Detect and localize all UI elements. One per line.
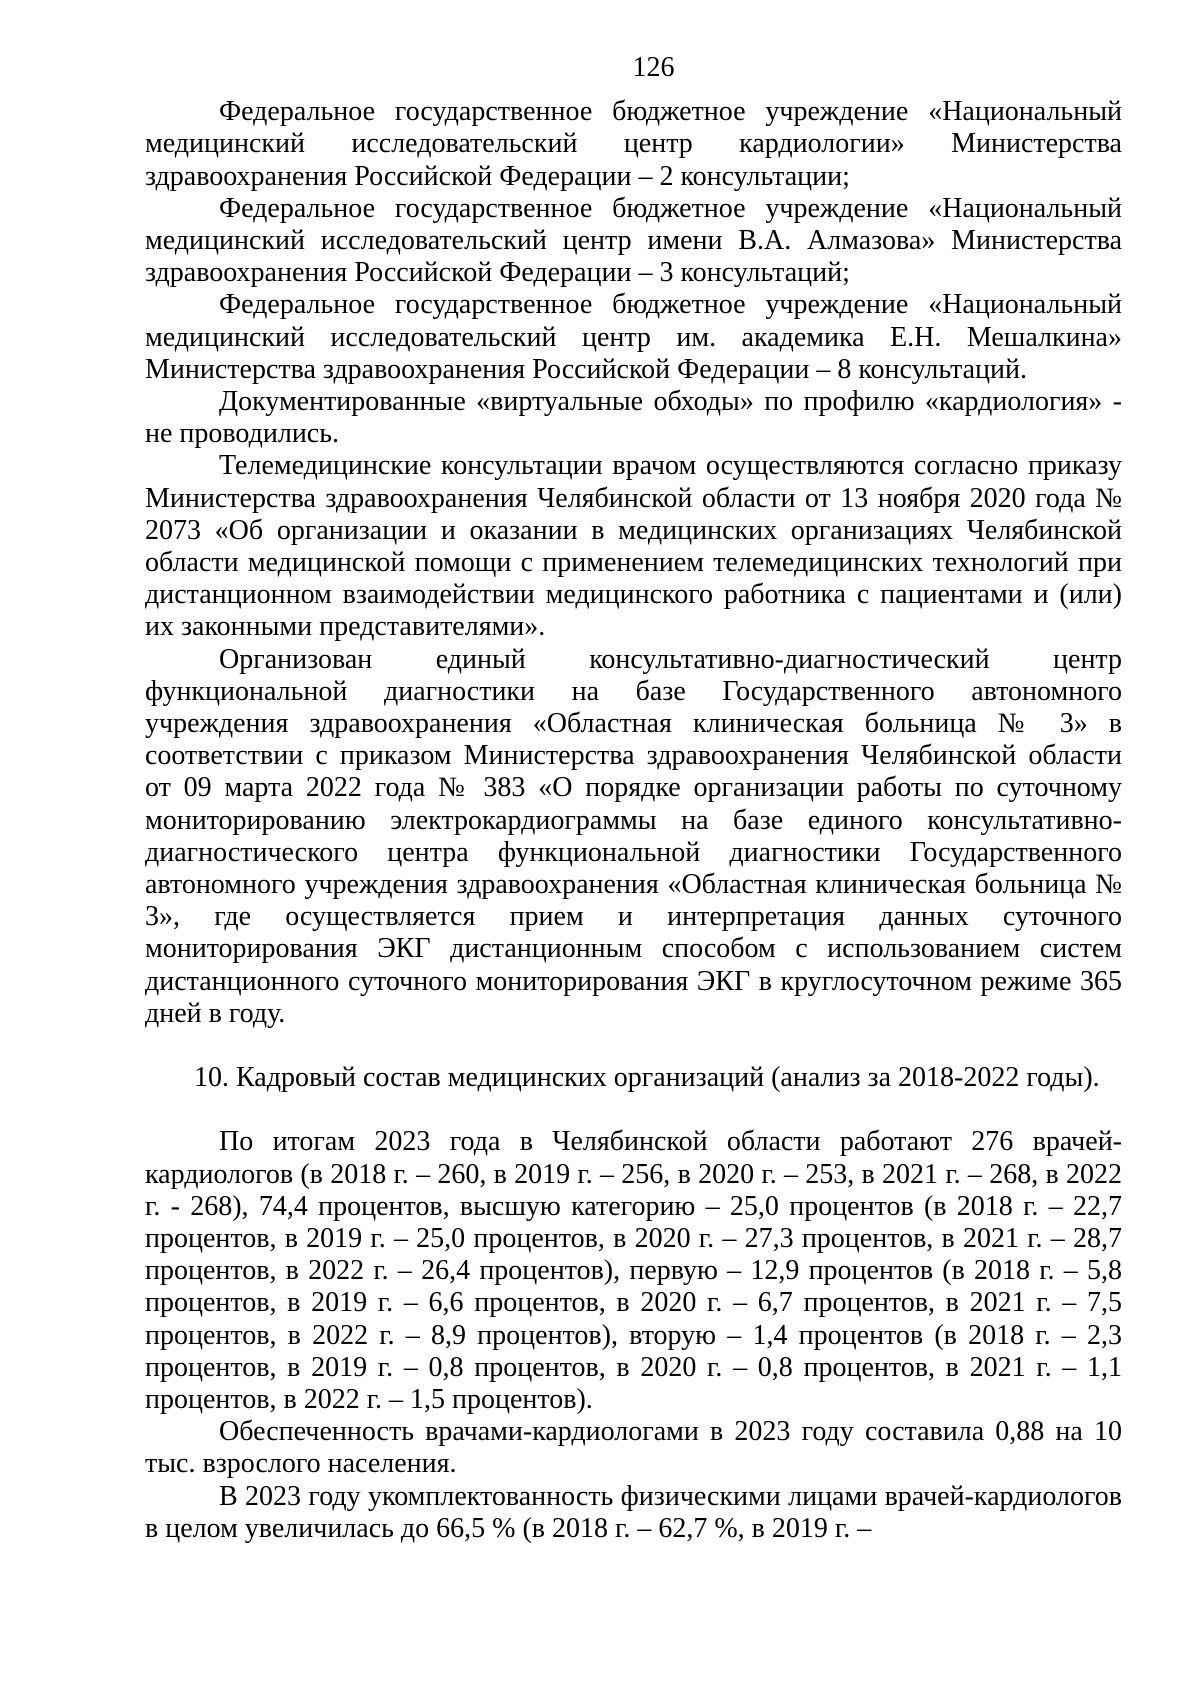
paragraph: Федеральное государственное бюджетное учреждение «Национальный медицинский исследовательский центр кардиологии» Министерства здравоохранения Российской Федерации – 2 консультации; <box>145 96 1122 192</box>
paragraph: Документированные «виртуальные обходы» по профилю «кардиология» - не проводились. <box>145 386 1122 450</box>
paragraph: Обеспеченность врачами-кардиологами в 2023 году составила 0,88 на 10 тыс. взрослого населения. <box>145 1416 1122 1480</box>
page-number: 126 <box>632 52 675 83</box>
paragraph: Телемедицинские консультации врачом осуществляются согласно приказу Министерства здравоохранения Челябинской области от 13 ноября 2020 года № 2073 «Об организации и оказании в медицинских организациях Челябинской области медицинской помощи с применением телемедицинских технологий при дистанционном взаимодействии медицинского работника с пациентами и (или) их законными представителями». <box>145 450 1122 643</box>
paragraph: Организован единый консультативно-диагностический центр функциональной диагностики на базе Государственного автономного учреждения здравоохранения «Областная клиническая больница № 3» в соответствии с приказом Министерства здравоохранения Челябинской области от 09 марта 2022 года № 383 «О порядке организации работы по суточному мониторированию электрокардиограммы на базе единого консультативно-диагностического центра функциональной диагностики Государственного автономного учреждения здравоохранения «Областная клиническая больница № 3», где осуществляется прием и интерпретация данных суточного мониторирования ЭКГ дистанционным способом с использованием систем дистанционного суточного мониторирования ЭКГ в круглосуточном режиме 365 дней в году. <box>145 643 1122 1029</box>
paragraph: По итогам 2023 года в Челябинской области работают 276 врачей-кардиологов (в 2018 г. – 260, в 2019 г. – 256, в 2020 г. – 253, в 2021 г. – 268, в 2022 г. - 268), 74,4 процентов, высшую категорию – 25,0 процентов (в 2018 г. – 22,7 процентов, в 2019 г. – 25,0 процентов, в 2020 г. – 27,3 процентов, в 2021 г. – 28,7 процентов, в 2022 г. – 26,4 процентов), первую – 12,9 процентов (в 2018 г. – 5,8 процентов, в 2019 г. – 6,6 процентов, в 2020 г. – 6,7 процентов, в 2021 г. – 7,5 процентов, в 2022 г. – 8,9 процентов), вторую – 1,4 процентов (в 2018 г. – 2,3 процентов, в 2019 г. – 0,8 процентов, в 2020 г. – 0,8 процентов, в 2021 г. – 1,1 процентов, в 2022 г. – 1,5 процентов). <box>145 1126 1122 1415</box>
document-page <box>145 52 1122 1545</box>
section-heading: 10. Кадровый состав медицинских организаций (анализ за 2018-2022 годы). <box>194 1062 1100 1094</box>
paragraph: В 2023 году укомплектованность физическими лицами врачей-кардиологов в целом увеличилась до 66,5 % (в 2018 г. – 62,7 %, в 2019 г. – <box>145 1480 1122 1544</box>
paragraph: Федеральное государственное бюджетное учреждение «Национальный медицинский исследовательский центр им. академика Е.Н. Мешалкина» Министерства здравоохранения Российской Федерации – 8 консультаций. <box>145 289 1122 385</box>
paragraph: Федеральное государственное бюджетное учреждение «Национальный медицинский исследовательский центр имени В.А. Алмазова» Министерства здравоохранения Российской Федерации – 3 консультаций; <box>145 192 1122 289</box>
